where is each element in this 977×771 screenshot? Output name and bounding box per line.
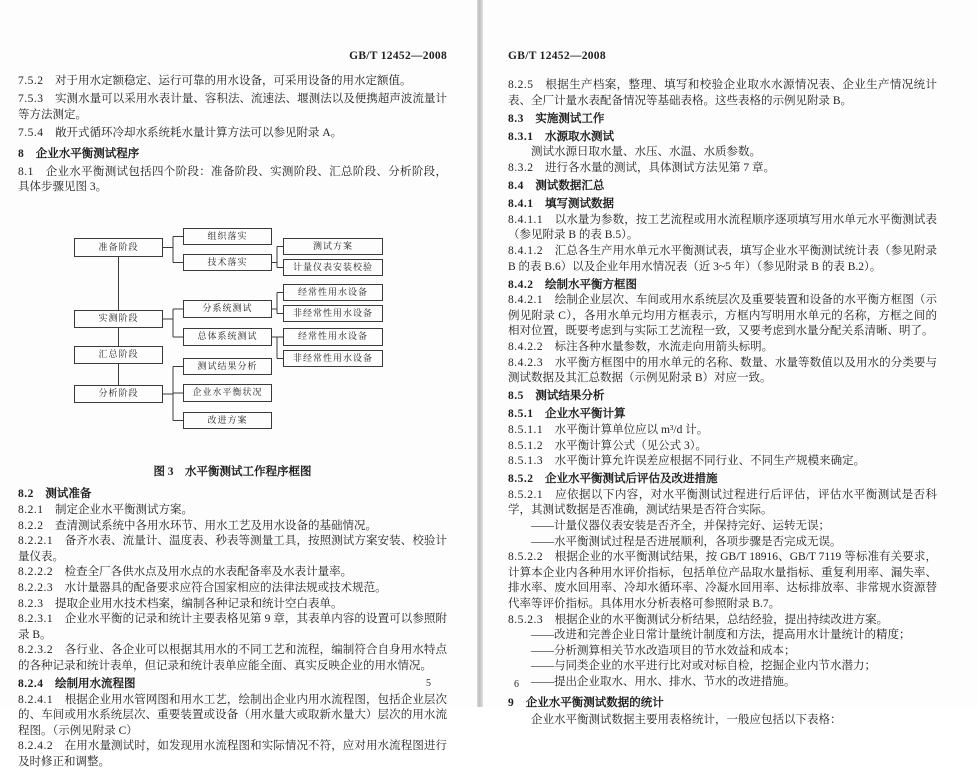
clause-text: 进行各水量的测试，具体测试方法见第 7 章。 — [545, 161, 775, 174]
clause-text: 测试结果分析 — [535, 390, 605, 403]
flowchart-node-freq1: 经常性用水设备 — [283, 284, 383, 301]
clause-text: ——改进和完善企业日常计量统计制度和方法，提高用水计量统计的精度； — [531, 629, 911, 642]
paragraph — [508, 454, 937, 470]
clause-number: 8.5.2.2 — [508, 551, 544, 564]
flowchart-node-prep: 准备阶段 — [74, 238, 163, 257]
page-left — [0, 0, 477, 768]
clause-number: 8.4.2.2 — [508, 341, 544, 353]
flowchart-node-status: 企业水平衡状况 — [183, 384, 272, 402]
paragraph — [18, 597, 447, 613]
clause-number: 7.5.2 — [18, 75, 44, 87]
paragraph — [508, 356, 937, 387]
clause-heading — [508, 696, 937, 712]
clause-text: 水平衡方框图中的用水单元的名称、数量、水量等数值以及用水的分类要与测试数据及其汇总数据（示例见附录 B）对应一致。 — [508, 356, 937, 385]
clause-number: 8.4.1.2 — [508, 244, 544, 257]
flowchart-figure — [18, 200, 447, 434]
paragraph — [508, 550, 937, 612]
clause-text: 在用水量测试时，如发现用水流程图和实际情况不符，应对用水流程图进行及时修正和调整。 — [18, 740, 447, 768]
paragraph — [508, 340, 937, 356]
clause-heading — [508, 278, 937, 294]
clause-text: 企业水平衡计算 — [545, 408, 626, 421]
clause-number: 8.2.4.2 — [18, 740, 54, 753]
clause-text: 绘制水平衡方框图 — [545, 278, 637, 291]
clause-number: 8.3.1 — [508, 130, 534, 143]
clause-text: ——水平衡测试过程是否进展顺利，各项步骤是否完成无误。 — [531, 535, 842, 548]
paragraph — [18, 565, 447, 581]
paragraph — [18, 92, 447, 123]
clause-heading — [508, 112, 937, 128]
clause-text: 测试水源日取水量、水压、水温、水质参数。 — [531, 146, 761, 159]
clause-text: 填写测试数据 — [545, 198, 614, 211]
clause-text: 企业水平衡测试数据的统计 — [525, 696, 664, 709]
clause-text: ——计量仪器仪表安装是否齐全，并保持完好、运转无误； — [531, 520, 830, 533]
paragraph — [508, 78, 937, 109]
paragraph — [18, 126, 447, 142]
paragraph — [508, 519, 937, 535]
clause-text: 绘制企业层次、车间或用水系统层次及重要装置和设备的水平衡方框图（示例见附录 C），各用水单元均用方框表示，方框内写明用水单元的名称，方框之间的相对位置，既要考虑到与实际工艺流程一致，又要考虑到水量分配关系清晰、明了。 — [508, 294, 937, 338]
clause-number: 8.2.2.3 — [18, 581, 54, 594]
clause-text: 实测水量可以采用水表计量、容积法、流速法、堰测法以及便携超声波流量计等方法测定。 — [18, 93, 447, 121]
flowchart-node-org: 组织落实 — [183, 228, 272, 245]
clause-number: 8.5.1 — [508, 408, 534, 421]
flowchart-node-result: 测试结果分析 — [183, 358, 272, 375]
flowchart-node-total: 总体系统测试 — [183, 328, 272, 346]
clause-heading — [508, 130, 937, 146]
clause-heading — [508, 407, 937, 423]
clause-text: 根据企业的水平衡测试结果，按 GB/T 18916、GB/T 7119 等标准有关要求，计算本企业内各种用水评价指标，包括单位产品取水量指标、重复利用率、漏失率、排水率、废水回用率、冷却水循环率、冷凝水回用率、达标排放率、非常规水资源替代率等评价指标。具体用水分析表格可参照附录 B.7。 — [508, 551, 937, 610]
paragraph — [508, 161, 937, 177]
flowchart-node-plan: 测试方案 — [283, 238, 383, 255]
paragraph — [18, 693, 447, 740]
clause-number: 8.5.2.1 — [508, 488, 544, 501]
clause-number: 8.5.1.2 — [508, 439, 544, 452]
paragraph — [508, 488, 937, 519]
paragraph — [508, 613, 937, 629]
clause-text: 标注各种水量参数，水流走向用箭头标明。 — [554, 341, 774, 353]
right-page-content — [483, 0, 977, 729]
clause-number: 8.5.2 — [508, 473, 534, 486]
clause-text: 企业水平衡测试后评估及改进措施 — [545, 473, 718, 486]
paragraph — [508, 535, 937, 551]
flowchart-node-calib: 计量仪表安装校验 — [283, 259, 383, 276]
clause-text: 备齐水表、流量计、温度表、秒表等测量工具，按照测试方案安装、校验计量仪表。 — [18, 535, 447, 563]
paragraph — [18, 74, 447, 90]
flowchart-node-improve: 改进方案 — [183, 412, 272, 429]
paragraph — [18, 643, 447, 674]
paragraph — [18, 519, 447, 535]
clause-number: 8.2.3.2 — [18, 644, 54, 657]
flowchart-node-anal: 分析阶段 — [74, 385, 163, 403]
clause-text: 实施测试工作 — [535, 112, 605, 125]
clause-number: 8.5 — [508, 390, 524, 403]
clause-number: 9 — [508, 696, 515, 709]
clause-number: 8.3 — [508, 112, 524, 125]
clause-heading — [18, 487, 447, 503]
clause-number: 8.2.2.1 — [18, 535, 54, 548]
paragraph — [508, 423, 937, 439]
clause-text: 应依据以下内容，对水平衡测试过程进行后评估，评估水平衡测试是否科学，其测试数据是否准确，测试结果是否符合实际。 — [508, 488, 937, 517]
paragraph — [18, 612, 447, 643]
clause-text: 根据企业的水平衡测试分析结果，总结经验，提出持续改进方案。 — [554, 613, 889, 626]
clause-number: 8.4.1.1 — [508, 213, 544, 226]
paragraph — [508, 244, 937, 275]
flowchart-node-tech: 技术落实 — [183, 254, 272, 271]
clause-heading — [508, 197, 937, 213]
clause-number: 8.5.1.1 — [508, 423, 544, 436]
clause-number: 8.1 — [18, 165, 34, 178]
paragraph — [508, 145, 937, 161]
clause-text: 水平衡计算允许误差应根据不同行业、不同生产规模来确定。 — [554, 455, 866, 468]
clause-text: 企业水平衡测试数据主要用表格统计，一般应包括以下表格： — [531, 714, 842, 727]
paragraph — [508, 293, 937, 340]
clause-text: 根据生产档案，整理、填写和校验企业取水水源情况表、企业生产情况统计表、全厂计量水表配备情况等基础表格。这些表格的示例见附录 B。 — [508, 79, 937, 107]
figure-caption: 图 3 水平衡测试工作程序框图 — [153, 465, 312, 478]
clause-text: ——分析测算相关节水改造项目的节水效益和成本； — [531, 644, 796, 657]
clause-number: 8.2.4.1 — [18, 693, 54, 706]
clause-text: 提取企业用水技术档案，编制各种记录和统计空白表单。 — [55, 597, 343, 610]
clause-text: 企业水平衡测试包括四个阶段：准备阶段、实测阶段、汇总阶段、分析阶段，具体步骤见图 3。 — [18, 165, 447, 194]
paragraph — [508, 439, 937, 455]
clause-number: 8.2.5 — [508, 79, 534, 91]
clause-text: 企业水平衡的记录和统计主要表格见第 9 章，其表单内容的设置可以参照附录 B。 — [18, 613, 447, 641]
clause-heading — [508, 389, 937, 405]
flowchart-node-nonfreq2: 非经常性用水设备 — [283, 350, 383, 367]
clause-text: 水计量器具的配备要求应符合国家相应的法律法规或技术规范。 — [64, 581, 387, 594]
clause-text: 水平衡计算单位应以 m³/d 计。 — [554, 423, 709, 436]
flowchart-node-summ: 汇总阶段 — [74, 346, 163, 364]
clause-text: 测试准备 — [45, 488, 92, 501]
left-page-header: GB/T 12452—2008 — [349, 50, 447, 62]
right-page-number: 6 — [514, 679, 519, 690]
paragraph — [508, 659, 937, 675]
clause-text: 以水量为参数，按工艺流程或用水流程顺序逐项填写用水单元水平衡测试表（参见附录 B 的表 B.5）。 — [508, 213, 937, 242]
paragraph — [508, 213, 937, 244]
clause-number: 8.2.1 — [18, 503, 44, 516]
clause-text: 根据企业用水管网图和用水工艺，绘制出企业内用水流程图，包括企业层次的、车间或用水系统层次、重要装置或设备（用水量大或取新水量大）层次的用水流程图。（示例见附录 C） — [18, 693, 447, 737]
clause-text: 绘制用水流程图 — [55, 677, 136, 690]
clause-number: 8.3.2 — [508, 161, 534, 174]
clause-number: 8.2.2 — [18, 519, 44, 532]
clause-text: 检查全厂各供水点及用水点的水表配备率及水表计量率。 — [64, 566, 353, 579]
clause-text: 水源取水测试 — [545, 130, 614, 143]
clause-text: 制定企业水平衡测试方案。 — [55, 503, 193, 516]
left-page-bottom-text — [18, 487, 447, 770]
paragraph — [508, 713, 937, 729]
clause-heading — [18, 677, 447, 693]
flowchart-node-subsys: 分系统测试 — [183, 300, 272, 318]
clause-number: 8.2.2.2 — [18, 566, 54, 579]
left-page-top-text — [18, 74, 447, 196]
clause-number: 8.5.2.3 — [508, 613, 544, 626]
paragraph — [18, 581, 447, 597]
flowchart-node-meas: 实测阶段 — [74, 310, 163, 328]
clause-number: 8.2.3 — [18, 597, 44, 610]
clause-number: 8.4.1 — [508, 198, 534, 211]
flowchart-node-freq2: 经常性用水设备 — [283, 328, 383, 346]
clause-number: 8.4.2 — [508, 278, 534, 291]
page-right — [483, 0, 977, 727]
paragraph — [508, 675, 937, 691]
clause-text: ——提出企业取水、用水、排水、节水的改进措施。 — [531, 675, 796, 688]
left-page-number: 5 — [426, 678, 431, 689]
clause-text: 水平衡计算公式（见公式 3）。 — [554, 439, 707, 452]
clause-number: 8.4.2.1 — [508, 294, 544, 307]
flowchart-node-nonfreq1: 非经常性用水设备 — [283, 305, 383, 322]
clause-number: 8.2.3.1 — [18, 613, 54, 626]
right-page-header: GB/T 12452—2008 — [508, 50, 606, 62]
clause-text: 对于用水定额稳定、运行可靠的用水设备，可采用设备的用水定额值。 — [55, 75, 412, 87]
clause-text: 敞开式循环冷却水系统耗水量计算方法可以参见附录 A。 — [55, 127, 343, 140]
clause-number: 8.2.4 — [18, 677, 44, 690]
right-page-text — [508, 78, 937, 729]
clause-number: 7.5.4 — [18, 127, 44, 140]
left-page-content — [0, 0, 477, 771]
clause-number: 8.4 — [508, 180, 524, 193]
paragraph — [18, 503, 447, 519]
paragraph — [18, 165, 447, 196]
paragraph — [508, 644, 937, 660]
clause-heading — [508, 472, 937, 488]
clause-text: 企业水平衡测试程序 — [35, 147, 140, 160]
clause-text: 各行业、各企业可以根据其用水的不同工艺和流程，编制符合自身用水特点的各种记录和统计表单，但记录和统计表单应能全面、真实反映企业的用水情况。 — [18, 644, 447, 672]
clause-heading — [18, 147, 447, 163]
clause-number: 8.5.1.3 — [508, 455, 544, 468]
clause-number: 8 — [18, 147, 25, 160]
paragraph — [18, 534, 447, 565]
clause-number: 8.4.2.3 — [508, 356, 544, 369]
paragraph — [508, 628, 937, 644]
clause-text: ——与同类企业的水平进行比对或对标自检，挖掘企业内节水潜力； — [531, 660, 876, 673]
clause-text: 测试数据汇总 — [535, 180, 605, 193]
clause-number: 8.2 — [18, 488, 34, 501]
paragraph — [18, 739, 447, 770]
clause-text: 汇总各生产用水单元水平衡测试表，填写企业水平衡测试统计表（参见附录 B 的表 B.6）以及企业年用水情况表（近 3~5 年）（参见附录 B 的表 B.2）。 — [508, 244, 937, 273]
clause-text: 查清测试系统中各用水环节、用水工艺及用水设备的基础情况。 — [55, 519, 377, 532]
clause-number: 7.5.3 — [18, 93, 44, 106]
clause-heading — [508, 179, 937, 195]
